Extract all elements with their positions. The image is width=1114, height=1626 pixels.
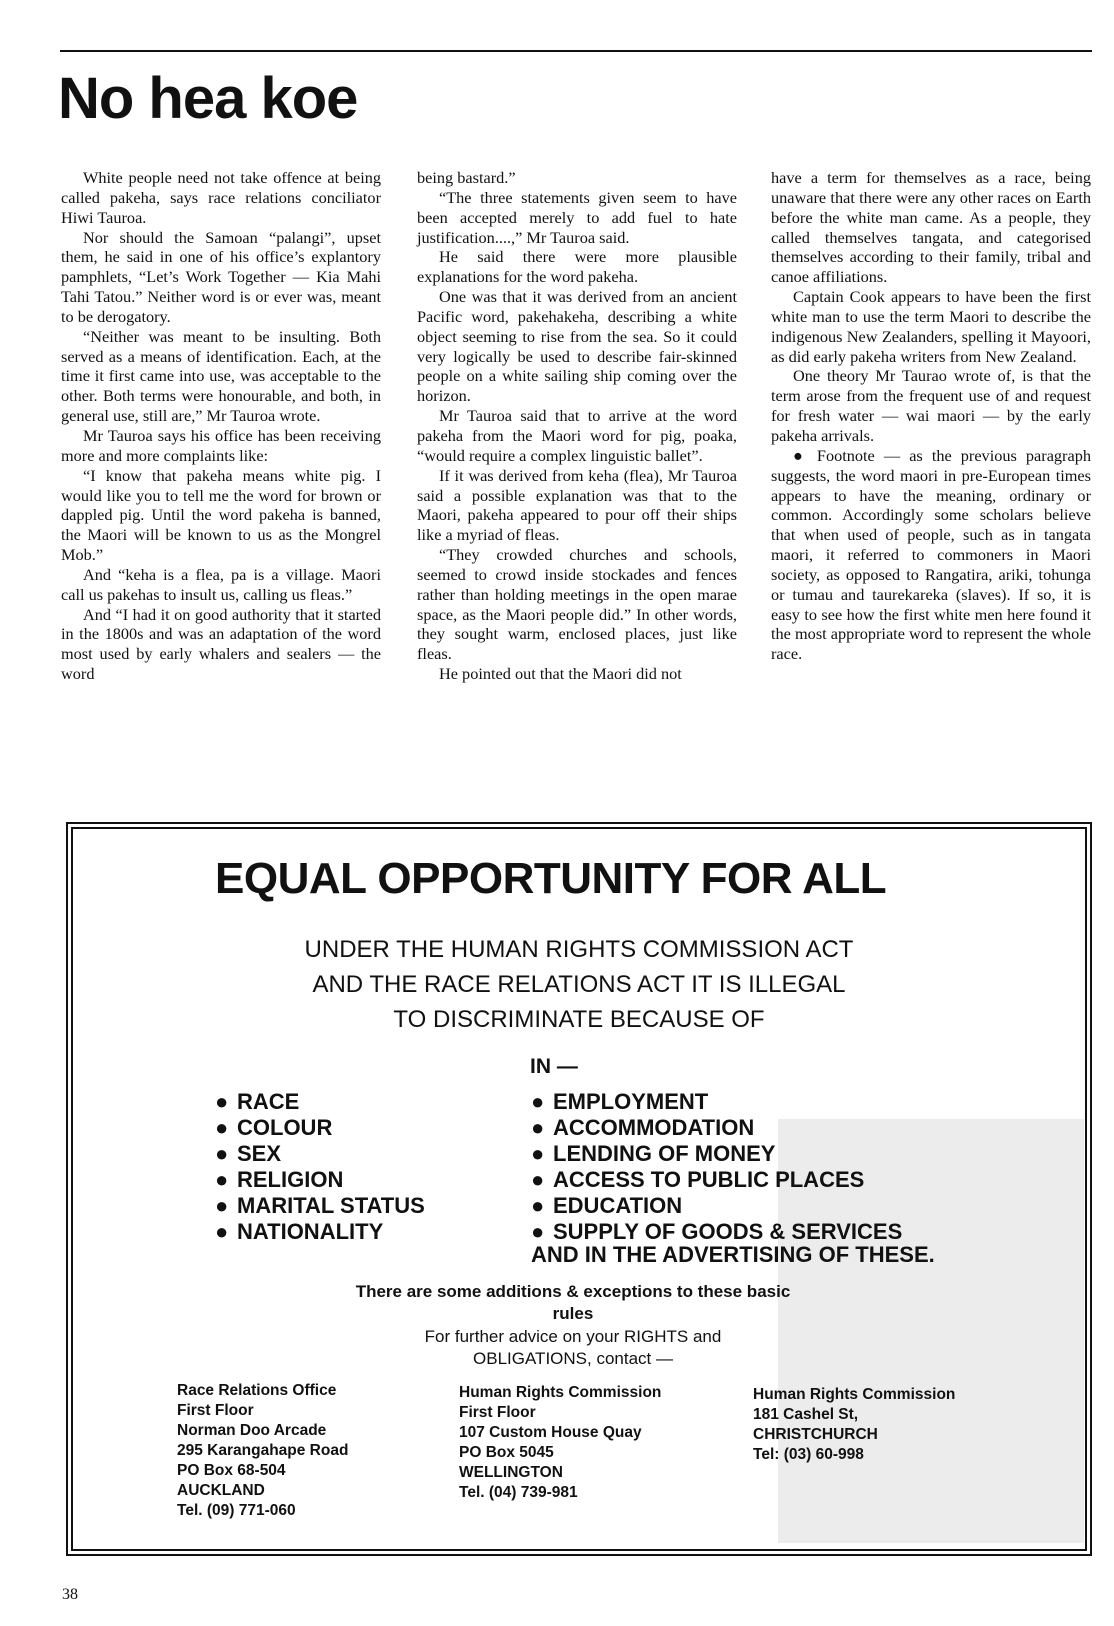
address-line: PO Box 68-504 xyxy=(177,1462,286,1479)
address-line: Tel. (09) 771-060 xyxy=(177,1502,296,1519)
address-line: 295 Karangahape Road xyxy=(177,1442,349,1459)
address-line: Race Relations Office xyxy=(177,1382,337,1399)
list-item-label: ACCOMMODATION xyxy=(553,1115,755,1140)
advert-subtitle-line: UNDER THE HUMAN RIGHTS COMMISSION ACT xyxy=(304,936,854,963)
article-paragraph: being bastard.” xyxy=(417,168,516,187)
discrimination-areas-list xyxy=(531,1089,902,1245)
article-paragraph: He pointed out that the Maori did not xyxy=(439,664,682,684)
address-line: WELLINGTON xyxy=(459,1464,563,1481)
list-item xyxy=(215,1141,425,1167)
article-paragraph: “Neither was meant to be insulting. Both served as a means of identification. Each, at the time it first came into use, was acceptable to the other. Both terms were honourable, and both, in general use, still are,” Mr Tauroa wrote. xyxy=(61,326,381,426)
article-paragraph: He said there were more plausible explanations for the word pakeha. xyxy=(417,247,737,287)
office-address-auckland xyxy=(177,1381,348,1521)
address-line: First Floor xyxy=(459,1404,536,1421)
list-item xyxy=(531,1089,902,1115)
address-line: Norman Doo Arcade xyxy=(177,1422,327,1439)
address-line: CHRISTCHURCH xyxy=(753,1426,878,1443)
list-item-label: COLOUR xyxy=(237,1115,333,1140)
article-paragraph: And “keha is a flea, pa is a village. Maori call us pakehas to insult us, calling us fleas.” xyxy=(61,564,381,604)
article-paragraph: Mr Tauroa said that to arrive at the word pakeha from the Maori word for pig, poaka, “would require a complex linguistic ballet”. xyxy=(417,406,737,465)
list-item-label: SEX xyxy=(237,1141,282,1166)
article-paragraph: Captain Cook appears to have been the first white man to use the term Maori to describe the indigenous New Zealanders, spelling it Mayoori, as did early pakeha writers from New Zealand. xyxy=(771,287,1091,366)
advert-subtitle xyxy=(73,932,1085,1037)
bullet-icon: ● xyxy=(531,1193,545,1218)
address-line: Human Rights Commission xyxy=(753,1386,956,1403)
list-item xyxy=(215,1167,425,1193)
article-paragraph: If it was derived from keha (flea), Mr Tauroa said a possible explanation was that to the Maori, pakeha appeared to pour off their ships like a myriad of fleas. xyxy=(417,465,737,545)
address-line: PO Box 5045 xyxy=(459,1444,554,1461)
list-item-label: RELIGION xyxy=(237,1167,344,1192)
list-item xyxy=(531,1141,902,1167)
list-item xyxy=(215,1219,425,1245)
in-label: IN — xyxy=(530,1055,578,1078)
article-column-3 xyxy=(771,168,1091,664)
article-paragraph: “The three statements given seem to have been accepted merely to add fuel to hate justification....,” Mr Tauroa said. xyxy=(417,187,737,247)
bullet-icon: ● xyxy=(531,1167,545,1192)
list-item xyxy=(531,1193,902,1219)
list-item-label: EDUCATION xyxy=(553,1193,683,1218)
advert-title: EQUAL OPPORTUNITY FOR ALL xyxy=(215,854,887,903)
article-headline: No hea koe xyxy=(58,66,358,131)
article-paragraph: Mr Tauroa says his office has been receiving more and more complaints like: xyxy=(61,425,381,465)
article-column-1 xyxy=(61,168,381,684)
list-item-label: NATIONALITY xyxy=(237,1219,384,1244)
list-item-label: EMPLOYMENT xyxy=(553,1089,709,1114)
bullet-icon: ● xyxy=(215,1141,229,1166)
bullet-icon: ● xyxy=(531,1219,545,1244)
address-line: Tel: (03) 60-998 xyxy=(753,1446,864,1463)
list-item-label: SUPPLY OF GOODS & SERVICES xyxy=(553,1219,903,1244)
article-paragraph: One was that it was derived from an ancient Pacific word, pakehakeha, describing a white object seeming to rise from the sea. So it could very logically be used to describe fair-skinned people on a white sailing ship coming over the horizon. xyxy=(417,287,737,406)
list-item-label: RACE xyxy=(237,1089,300,1114)
list-item xyxy=(531,1115,902,1141)
top-rule xyxy=(60,50,1092,52)
list-item xyxy=(215,1193,425,1219)
address-line: AUCKLAND xyxy=(177,1482,265,1499)
article-paragraph: ● Footnote — as the previous paragraph suggests, the word maori in pre-European times appears to have the meaning, ordinary or common. Accordingly some scholars believe that when used of people, such as in tangata maori, it referred to commoners in Maori society, as opposed to Rangatira, ariki, tohunga or tumau and taurekareka (slaves). If so, it is easy to see how the first white men here found it the most appropriate word to represent the whole race. xyxy=(771,445,1091,664)
page-number: 38 xyxy=(62,1586,78,1603)
bullet-icon: ● xyxy=(215,1219,229,1244)
address-line: Tel. (04) 739-981 xyxy=(459,1484,578,1501)
article-paragraph: One theory Mr Taurao wrote of, is that the term arose from the frequent use of and request for fresh water — wai maori — by the early pakeha arrivals. xyxy=(771,366,1091,445)
article-paragraph: Nor should the Samoan “palangi”, upset them, he said in one of his office’s explantory pamphlets, “Let’s Work Together — Kia Mahi Tahi Tatou.” Neither word is or ever was, meant to be derogatory. xyxy=(61,227,381,326)
list-item-label: LENDING OF MONEY xyxy=(553,1141,776,1166)
article-paragraph: “I know that pakeha means white pig. I would like you to tell me the word for brown or dappled pig. Until the word pakeha is banned, the Maori will be known to us as the Mongrel Mob.” xyxy=(61,465,381,565)
bullet-icon: ● xyxy=(215,1193,229,1218)
discrimination-grounds-list xyxy=(215,1089,425,1245)
list-item-label: ACCESS TO PUBLIC PLACES xyxy=(553,1167,865,1192)
advice-line: For further advice on your RIGHTS and OBLIGATIONS, contact — xyxy=(424,1327,722,1368)
bullet-icon: ● xyxy=(531,1141,545,1166)
advertising-clause: AND IN THE ADVERTISING OF THESE. xyxy=(531,1242,935,1267)
bullet-icon: ● xyxy=(215,1167,229,1192)
address-line: Human Rights Commission xyxy=(459,1384,662,1401)
address-line: 107 Custom House Quay xyxy=(459,1424,642,1441)
article-paragraph: have a term for themselves as a race, being unaware that there were any other races on Earth before the white man came. As a people, they called themselves tangata, and categorised themselves according to their family, tribal and canoe affiliations. xyxy=(771,168,1091,287)
exceptions-note: There are some additions & exceptions to these basic rules xyxy=(355,1282,791,1323)
office-address-wellington xyxy=(459,1383,661,1503)
address-line: First Floor xyxy=(177,1402,254,1419)
article-paragraph: “They crowded churches and schools, seemed to crowd inside stockades and fences rather than holding meetings in the open marae space, as the Maori people did.” In other words, they sought warm, enclosed places, just like fleas. xyxy=(417,545,737,664)
list-item xyxy=(215,1115,425,1141)
bullet-icon: ● xyxy=(215,1089,229,1114)
advert-subtitle-line: AND THE RACE RELATIONS ACT IT IS ILLEGAL xyxy=(312,971,846,998)
list-item-label: MARITAL STATUS xyxy=(237,1193,425,1218)
equal-opportunity-advert xyxy=(66,822,1092,1556)
article-paragraph: And “I had it on good authority that it started in the 1800s and was an adaptation of the word most used by early whalers and sealers — the word xyxy=(61,604,381,684)
office-address-christchurch xyxy=(753,1385,955,1465)
article-column-2 xyxy=(417,168,737,684)
list-item xyxy=(215,1089,425,1115)
list-item xyxy=(531,1167,902,1193)
bullet-icon: ● xyxy=(531,1115,545,1140)
advert-subtitle-line: TO DISCRIMINATE BECAUSE OF xyxy=(393,1006,765,1033)
article-paragraph: White people need not take offence at being called pakeha, says race relations conciliator Hiwi Tauroa. xyxy=(61,168,381,227)
address-line: 181 Cashel St, xyxy=(753,1406,859,1423)
bullet-icon: ● xyxy=(531,1089,545,1114)
bullet-icon: ● xyxy=(215,1115,229,1140)
